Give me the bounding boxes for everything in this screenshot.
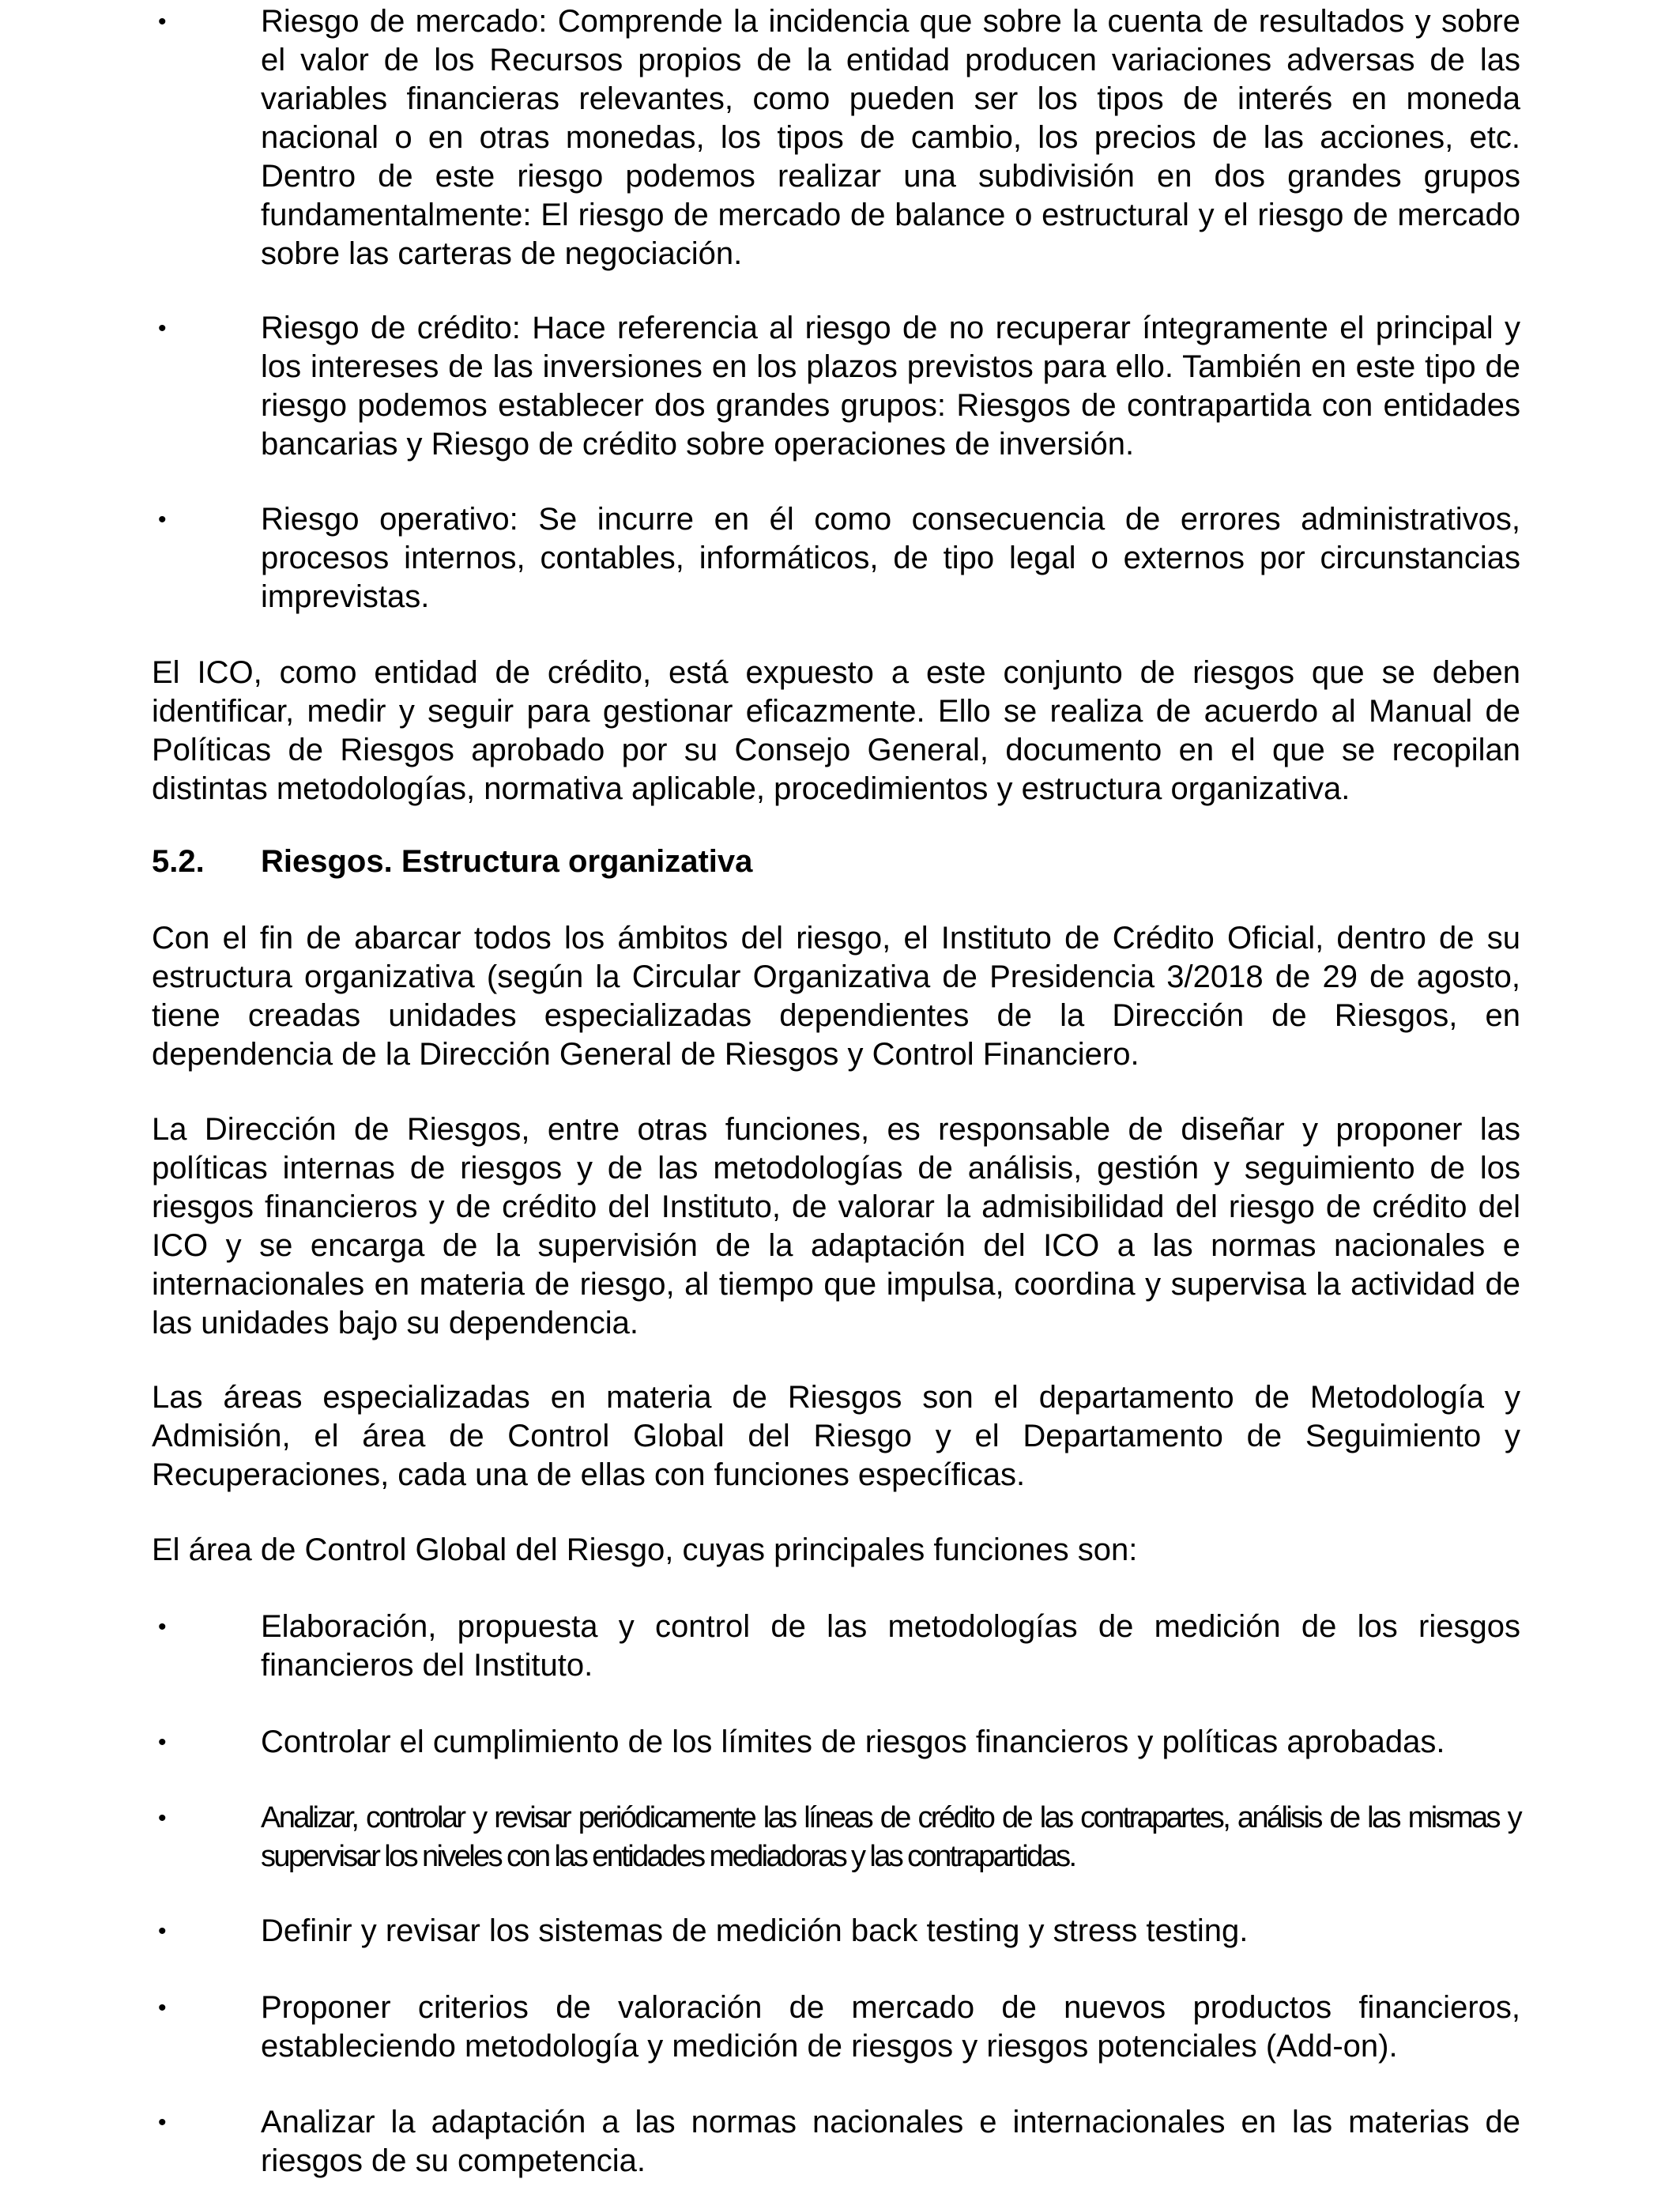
bullet-text: Analizar la adaptación a las normas nacionales e internacionales en las materias de riesgos de su competencia. bbox=[261, 2105, 1520, 2178]
bullet-icon: • bbox=[158, 1805, 167, 1831]
bullet-icon: • bbox=[158, 1729, 167, 1755]
bullet-text: Analizar, controlar y revisar periódicamente las líneas de crédito de las contrapartes, análisis de las mismas y supervisar los niveles con las entidades mediadoras y las contrapartidas. bbox=[261, 1801, 1520, 1873]
bullet-icon: • bbox=[158, 507, 167, 533]
paragraph-specialized-areas: Las áreas especializadas en materia de Riesgos son el departamento de Metodología y Admisión, el área de Control Global del Riesgo y el Departamento de Seguimiento y Recuperaciones, cada una de ellas con funciones específicas. bbox=[152, 1380, 1520, 1492]
bullet-text: Riesgo de mercado: Comprende la incidencia que sobre la cuenta de resultados y sobre el valor de los Recursos propios de la entidad producen variaciones adversas de las variables financieras relevantes, como pueden ser los tipos de interés en moneda nacional o en otras monedas, los tipos de cambio, los precios de las acciones, etc. Dentro de este riesgo podemos realizar una subdivisión en dos grandes grupos fundamentalmente: El riesgo de mercado de balance o estructural y el riesgo de mercado sobre las carteras de negociación. bbox=[261, 4, 1520, 271]
bullet-text: Definir y revisar los sistemas de medición back testing y stress testing. bbox=[261, 1913, 1249, 1948]
bullet-text: Proponer criterios de valoración de mercado de nuevos productos financieros, estableciendo metodología y medición de riesgos y riesgos potenciales (Add-on). bbox=[261, 1990, 1520, 2064]
paragraph-ico-exposure: El ICO, como entidad de crédito, está expuesto a este conjunto de riesgos que se deben identificar, medir y seguir para gestionar eficazmente. Ello se realiza de acuerdo al Manual de Políticas de Riesgos aprobado por su Consejo General, documento en el que se recopilan distintas metodologías, normativa aplicable, procedimientos y estructura organizativa. bbox=[152, 655, 1520, 806]
bullet-text: Riesgo de crédito: Hace referencia al riesgo de no recuperar íntegramente el principal y los intereses de las inversiones en los plazos previstos para ello. También en este tipo de riesgo podemos establecer dos grandes grupos: Riesgos de contrapartida con entidades bancarias y Riesgo de crédito sobre operaciones de inversión. bbox=[261, 311, 1520, 462]
paragraph-control-area-intro: El área de Control Global del Riesgo, cuyas principales funciones son: bbox=[152, 1532, 1138, 1567]
bullet-icon: • bbox=[158, 1614, 167, 1640]
bullet-icon: • bbox=[158, 315, 167, 341]
bullet-icon: • bbox=[158, 2109, 167, 2136]
bullet-text: Elaboración, propuesta y control de las metodologías de medición de los riesgos financieros del Instituto. bbox=[261, 1609, 1520, 1683]
bullet-text: Riesgo operativo: Se incurre en él como consecuencia de errores administrativos, procesos internos, contables, informáticos, de tipo legal o externos por circunstancias imprevistas. bbox=[261, 502, 1520, 614]
section-title: Riesgos. Estructura organizativa bbox=[261, 844, 753, 879]
paragraph-risk-direction: La Dirección de Riesgos, entre otras funciones, es responsable de diseñar y proponer las políticas internas de riesgos y de las metodologías de análisis, gestión y seguimiento de los riesgos financieros y de crédito del Instituto, de valorar la admisibilidad del riesgo de crédito del ICO y se encarga de la supervisión de la adaptación del ICO a las normas nacionales e internacionales en materia de riesgo, al tiempo que impulsa, coordina y supervisa la actividad de las unidades bajo su dependencia. bbox=[152, 1112, 1520, 1340]
bullet-text: Controlar el cumplimiento de los límites de riesgos financieros y políticas aprobadas. bbox=[261, 1725, 1445, 1759]
section-number: 5.2. bbox=[152, 844, 205, 879]
paragraph-organizational-structure: Con el fin de abarcar todos los ámbitos del riesgo, el Instituto de Crédito Oficial, dentro de su estructura organizativa (según la Circular Organizativa de Presidencia 3/2018 de 29 de agosto, tiene creadas unidades especializadas dependientes de la Dirección de Riesgos, en dependencia de la Dirección General de Riesgos y Control Financiero. bbox=[152, 921, 1520, 1072]
bullet-icon: • bbox=[158, 1918, 167, 1944]
bullet-icon: • bbox=[158, 9, 167, 35]
bullet-icon: • bbox=[158, 1995, 167, 2021]
